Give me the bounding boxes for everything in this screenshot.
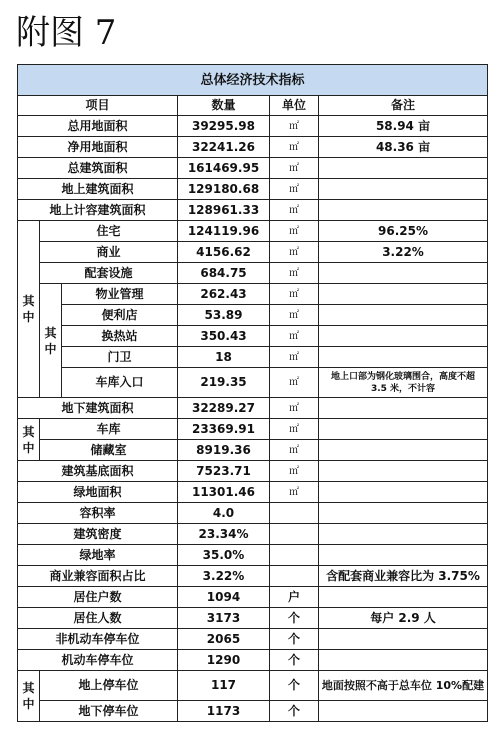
row-value: 1094 (178, 587, 270, 608)
table-row (18, 566, 488, 587)
row-note (319, 650, 488, 671)
row-value: 1173 (178, 701, 270, 722)
table-row (18, 137, 488, 158)
row-unit: ㎡ (270, 158, 319, 179)
row-value: 23.34% (178, 524, 270, 545)
row-value: 350.43 (178, 326, 270, 347)
row-unit: ㎡ (270, 284, 319, 305)
row-unit: 个 (270, 650, 319, 671)
row-value: 161469.95 (178, 158, 270, 179)
row-value: 1290 (178, 650, 270, 671)
row-item: 地上建筑面积 (18, 179, 178, 200)
row-item: 物业管理 (62, 284, 178, 305)
row-value: 3173 (178, 608, 270, 629)
row-value: 262.43 (178, 284, 270, 305)
row-item: 商业兼容面积占比 (18, 566, 178, 587)
row-unit: ㎡ (270, 116, 319, 137)
table-row (18, 305, 488, 326)
row-note (319, 503, 488, 524)
row-item: 车库入口 (62, 368, 178, 398)
row-unit: ㎡ (270, 326, 319, 347)
row-item: 住宅 (40, 221, 178, 242)
row-value: 219.35 (178, 368, 270, 398)
row-item: 车库 (40, 419, 178, 440)
table-row (18, 461, 488, 482)
header-item: 项目 (18, 96, 178, 116)
row-unit: ㎡ (270, 482, 319, 503)
table-row (18, 242, 488, 263)
row-note: 地面按照不高于总车位 10%配建 (319, 671, 488, 701)
row-value: 53.89 (178, 305, 270, 326)
row-note (319, 629, 488, 650)
row-item: 储藏室 (40, 440, 178, 461)
row-item: 非机动车停车位 (18, 629, 178, 650)
row-item: 总用地面积 (18, 116, 178, 137)
row-item: 机动车停车位 (18, 650, 178, 671)
row-note (319, 701, 488, 722)
row-value: 23369.91 (178, 419, 270, 440)
table-row (18, 629, 488, 650)
row-value: 124119.96 (178, 221, 270, 242)
table-row (18, 608, 488, 629)
row-unit: ㎡ (270, 221, 319, 242)
table-row (18, 368, 488, 398)
row-note (319, 347, 488, 368)
row-item: 地下建筑面积 (18, 398, 178, 419)
group-label-qizhong: 其 中 (18, 419, 40, 461)
row-note: 地上口部为钢化玻璃围合，高度不超 3.5 米，不计容 (319, 368, 488, 398)
row-unit: ㎡ (270, 347, 319, 368)
table-row (18, 326, 488, 347)
row-item: 居住户数 (18, 587, 178, 608)
row-value: 128961.33 (178, 200, 270, 221)
row-item: 门卫 (62, 347, 178, 368)
row-note: 48.36 亩 (319, 137, 488, 158)
row-note: 含配套商业兼容比为 3.75% (319, 566, 488, 587)
table-row (18, 701, 488, 722)
row-note (319, 263, 488, 284)
row-unit (270, 545, 319, 566)
row-unit (270, 524, 319, 545)
header-note: 备注 (319, 96, 488, 116)
header-row (18, 96, 488, 116)
row-item: 地上停车位 (40, 671, 178, 701)
row-item: 地上计容建筑面积 (18, 200, 178, 221)
row-unit: ㎡ (270, 242, 319, 263)
group-label-qizhong: 其 中 (18, 221, 40, 398)
table-row (18, 587, 488, 608)
table-title: 总体经济技术指标 (18, 65, 488, 96)
row-value: 4.0 (178, 503, 270, 524)
row-item: 配套设施 (40, 263, 178, 284)
row-unit (270, 566, 319, 587)
row-item: 建筑密度 (18, 524, 178, 545)
table-row (18, 440, 488, 461)
row-unit: ㎡ (270, 461, 319, 482)
row-unit: 户 (270, 587, 319, 608)
row-item: 净用地面积 (18, 137, 178, 158)
row-value: 2065 (178, 629, 270, 650)
page-heading: 附图 7 (16, 13, 117, 53)
row-item: 绿地率 (18, 545, 178, 566)
row-note (319, 440, 488, 461)
row-unit: ㎡ (270, 200, 319, 221)
table-row (18, 200, 488, 221)
table-row (18, 503, 488, 524)
row-item: 换热站 (62, 326, 178, 347)
row-note (319, 200, 488, 221)
row-unit: ㎡ (270, 368, 319, 398)
row-unit: ㎡ (270, 398, 319, 419)
row-item: 总建筑面积 (18, 158, 178, 179)
row-value: 11301.46 (178, 482, 270, 503)
row-item: 便利店 (62, 305, 178, 326)
table-row (18, 347, 488, 368)
row-unit: ㎡ (270, 179, 319, 200)
row-unit: 个 (270, 701, 319, 722)
header-unit: 单位 (270, 96, 319, 116)
row-unit: ㎡ (270, 137, 319, 158)
row-unit: ㎡ (270, 419, 319, 440)
row-value: 3.22% (178, 566, 270, 587)
row-value: 4156.62 (178, 242, 270, 263)
row-value: 7523.71 (178, 461, 270, 482)
row-item: 商业 (40, 242, 178, 263)
header-value: 数量 (178, 96, 270, 116)
row-value: 35.0% (178, 545, 270, 566)
table-row (18, 116, 488, 137)
table-row (18, 524, 488, 545)
table-row (18, 263, 488, 284)
table-row (18, 179, 488, 200)
row-note (319, 461, 488, 482)
row-item: 绿地面积 (18, 482, 178, 503)
row-note (319, 587, 488, 608)
table-row (18, 650, 488, 671)
row-note (319, 545, 488, 566)
row-note (319, 158, 488, 179)
row-note: 3.22% (319, 242, 488, 263)
row-unit (270, 503, 319, 524)
row-note (319, 179, 488, 200)
group-label-qizhong: 其 中 (40, 284, 62, 398)
table-row (18, 398, 488, 419)
table-row (18, 545, 488, 566)
table-row (18, 482, 488, 503)
row-value: 32289.27 (178, 398, 270, 419)
row-unit: 个 (270, 608, 319, 629)
table-row (18, 284, 488, 305)
row-value: 18 (178, 347, 270, 368)
row-value: 129180.68 (178, 179, 270, 200)
table-row (18, 419, 488, 440)
row-item: 容积率 (18, 503, 178, 524)
table-row (18, 158, 488, 179)
row-unit: ㎡ (270, 305, 319, 326)
row-unit: ㎡ (270, 263, 319, 284)
row-unit: ㎡ (270, 440, 319, 461)
row-note (319, 524, 488, 545)
row-note (319, 284, 488, 305)
row-note: 58.94 亩 (319, 116, 488, 137)
row-note (319, 398, 488, 419)
row-value: 8919.36 (178, 440, 270, 461)
row-unit: 个 (270, 671, 319, 701)
row-note (319, 482, 488, 503)
row-item: 建筑基底面积 (18, 461, 178, 482)
row-note: 96.25% (319, 221, 488, 242)
row-note: 每户 2.9 人 (319, 608, 488, 629)
row-item: 居住人数 (18, 608, 178, 629)
table-row (18, 671, 488, 701)
row-note (319, 326, 488, 347)
row-value: 117 (178, 671, 270, 701)
row-note (319, 419, 488, 440)
row-value: 684.75 (178, 263, 270, 284)
row-item: 地下停车位 (40, 701, 178, 722)
economic-indicators-table (17, 64, 488, 722)
row-unit: 个 (270, 629, 319, 650)
row-note (319, 305, 488, 326)
row-value: 39295.98 (178, 116, 270, 137)
table-row (18, 221, 488, 242)
group-label-qizhong: 其 中 (18, 671, 40, 722)
row-value: 32241.26 (178, 137, 270, 158)
